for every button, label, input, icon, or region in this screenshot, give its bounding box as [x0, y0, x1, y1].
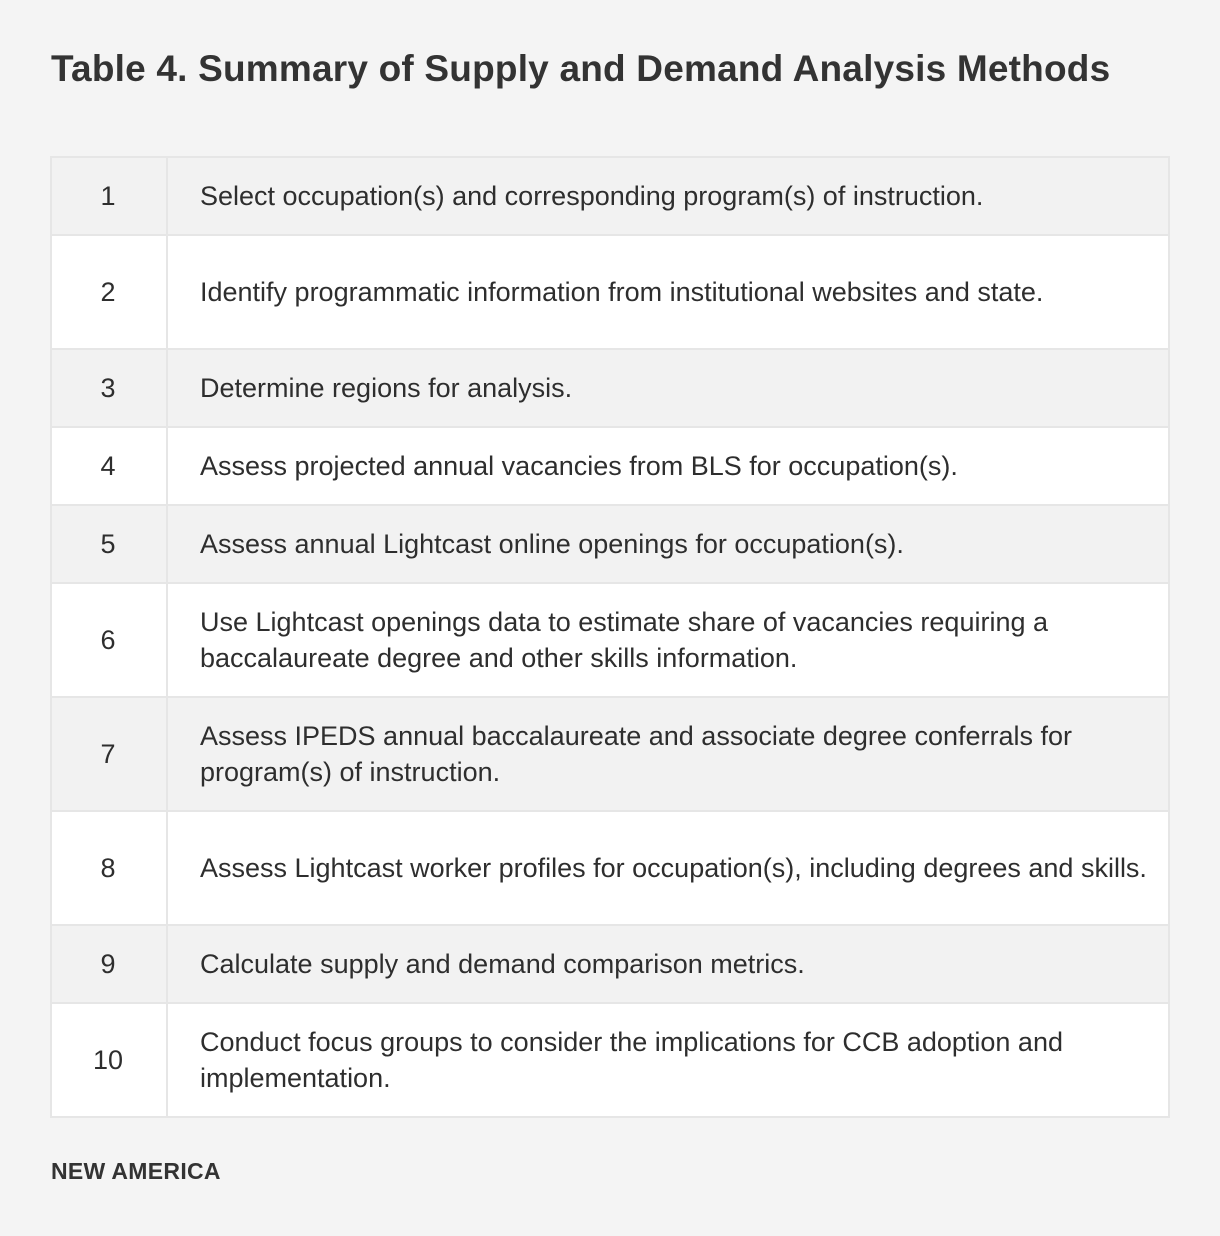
step-number: 3 — [51, 349, 167, 427]
step-description: Select occupation(s) and corresponding program(s) of instruction. — [167, 157, 1169, 235]
table-row — [51, 925, 1169, 1003]
table-row — [51, 427, 1169, 505]
step-number: 2 — [51, 235, 167, 349]
step-number: 5 — [51, 505, 167, 583]
table-row — [51, 811, 1169, 925]
table-title: Table 4. Summary of Supply and Demand Analysis Methods — [51, 48, 1111, 89]
table-row — [51, 349, 1169, 427]
table-row — [51, 235, 1169, 349]
table-row — [51, 583, 1169, 697]
step-description: Assess projected annual vacancies from BLS for occupation(s). — [167, 427, 1169, 505]
step-description: Identify programmatic information from institutional websites and state. — [167, 235, 1169, 349]
step-number: 9 — [51, 925, 167, 1003]
step-description: Assess IPEDS annual baccalaureate and associate degree conferrals for program(s) of instruction. — [167, 697, 1169, 811]
step-description: Conduct focus groups to consider the implications for CCB adoption and implementation. — [167, 1003, 1169, 1117]
step-number: 10 — [51, 1003, 167, 1117]
step-number: 4 — [51, 427, 167, 505]
step-description: Use Lightcast openings data to estimate share of vacancies requiring a baccalaureate degree and other skills information. — [167, 583, 1169, 697]
step-description: Assess annual Lightcast online openings for occupation(s). — [167, 505, 1169, 583]
brand-logo-text: NEW AMERICA — [51, 1158, 221, 1184]
step-description: Assess Lightcast worker profiles for occupation(s), including degrees and skills. — [167, 811, 1169, 925]
methods-table — [50, 156, 1170, 1118]
table-row — [51, 157, 1169, 235]
table-row — [51, 697, 1169, 811]
table-row — [51, 1003, 1169, 1117]
step-description: Calculate supply and demand comparison metrics. — [167, 925, 1169, 1003]
table-row — [51, 505, 1169, 583]
step-number: 8 — [51, 811, 167, 925]
step-number: 1 — [51, 157, 167, 235]
step-description: Determine regions for analysis. — [167, 349, 1169, 427]
step-number: 7 — [51, 697, 167, 811]
step-number: 6 — [51, 583, 167, 697]
